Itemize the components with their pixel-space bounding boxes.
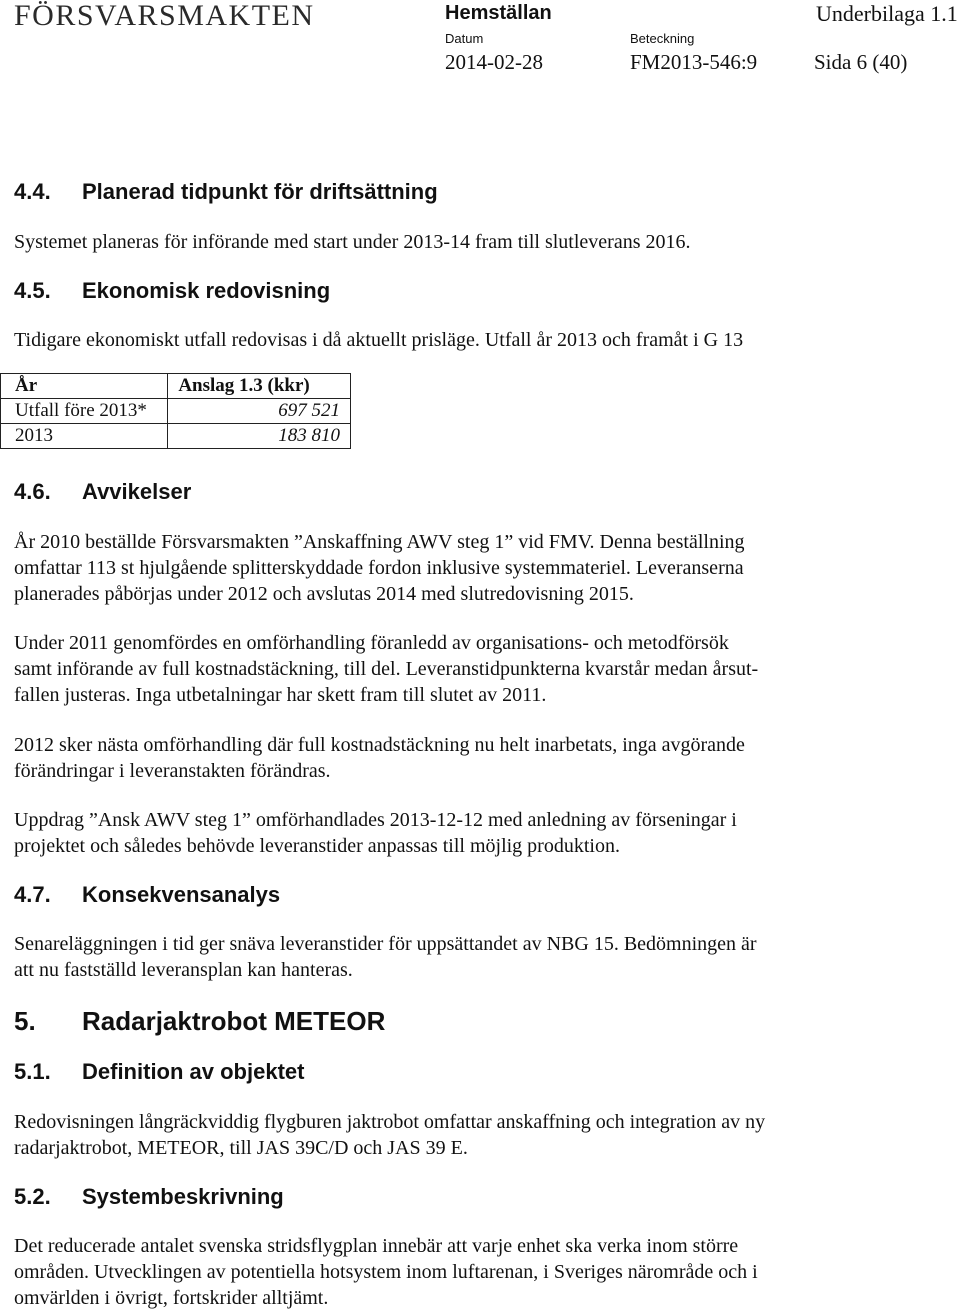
paragraph-line: fallen justeras. Inga utbetalningar har skett fram till slutet av 2011. [14, 684, 547, 706]
document-type: Hemställan [445, 2, 552, 24]
paragraph-line: Systemet planeras för införande med start under 2013-14 fram till slutleverans 2016. [14, 231, 691, 253]
paragraph-4-7 [14, 931, 934, 983]
heading-number: 4.7. [14, 882, 51, 907]
table-cell: 697 521 [168, 399, 351, 424]
heading-number: 4.6. [14, 479, 51, 504]
paragraph-line: Senareläggningen i tid ger snäva leveranstider för uppsättandet av NBG 15. Bedömningen är [14, 933, 757, 955]
heading-4-7 [14, 881, 280, 909]
paragraph-line: samt införande av full kostnadstäckning, till del. Leveranstidpunkterna kvarstår medan årsut- [14, 658, 759, 680]
heading-title: Radarjaktrobot METEOR [82, 1006, 386, 1036]
paragraph-4-6-4 [14, 807, 934, 859]
table-header-cell: År [1, 374, 168, 399]
annex-label: Underbilaga 1.1 [816, 1, 958, 26]
paragraph-line: 2012 sker nästa omförhandling där full kostnadstäckning nu helt inarbetats, inga avgörande [14, 734, 745, 756]
heading-number: 4.4. [14, 179, 51, 204]
document-reference: FM2013-546:9 [630, 50, 758, 74]
heading-number: 5.2. [14, 1184, 51, 1209]
heading-number: 5. [14, 1006, 36, 1036]
heading-4-6 [14, 478, 191, 506]
heading-title: Definition av objektet [82, 1059, 305, 1084]
paragraph-4-4 [14, 229, 934, 255]
paragraph-line: År 2010 beställde Försvarsmakten ”Anskaffning AWV steg 1” vid FMV. Denna beställning [14, 531, 745, 553]
table-header-cell: Anslag 1.3 (kkr) [168, 374, 351, 399]
paragraph-line: radarjaktrobot, METEOR, till JAS 39C/D och JAS 39 E. [14, 1137, 468, 1159]
date-label: Datum [445, 31, 484, 46]
reference-label: Beteckning [630, 31, 695, 46]
heading-number: 4.5. [14, 278, 51, 303]
heading-title: Planerad tidpunkt för driftsättning [82, 179, 438, 204]
heading-title: Systembeskrivning [82, 1184, 284, 1209]
forsvarsmakten-logo: FÖRSVARSMAKTEN [14, 0, 315, 32]
document-date: 2014-02-28 [445, 50, 543, 74]
table-cell: Utfall före 2013* [1, 399, 168, 424]
paragraph-line: planerades påbörjas under 2012 och avslutas 2014 med slutredovisning 2015. [14, 583, 634, 605]
table-cell: 183 810 [168, 424, 351, 449]
budget-table [0, 373, 351, 449]
paragraph-4-6-3 [14, 732, 934, 784]
heading-4-4 [14, 178, 438, 206]
table-row [1, 399, 351, 424]
paragraph-line: projektet och således behövde leveranstider anpassas till möjlig produktion. [14, 835, 620, 857]
heading-title: Avvikelser [82, 479, 192, 504]
paragraph-line: Det reducerade antalet svenska stridsflygplan innebär att varje enhet ska verka inom större [14, 1235, 739, 1257]
heading-title: Ekonomisk redovisning [82, 278, 331, 303]
paragraph-line: Redovisningen långräckviddig flygburen jaktrobot omfattar anskaffning och integration av ny [14, 1111, 766, 1133]
paragraph-4-5 [14, 327, 934, 353]
heading-5 [14, 1005, 385, 1037]
page-number: Sida 6 (40) [814, 50, 908, 74]
paragraph-5-2 [14, 1233, 934, 1311]
paragraph-line: områden. Utvecklingen av potentiella hotsystem inom luftarenan, i Sveriges närområde och i [14, 1261, 758, 1283]
paragraph-line: Tidigare ekonomiskt utfall redovisas i då aktuellt prisläge. Utfall år 2013 och framåt i G 13 [14, 329, 744, 351]
heading-5-1 [14, 1058, 304, 1086]
table-row [1, 424, 351, 449]
paragraph-line: Under 2011 genomfördes en omförhandling föranledd av organisations- och metodförsök [14, 632, 729, 654]
paragraph-line: omfattar 113 st hjulgående splitterskyddade fordon inklusive systemmateriel. Leveranserna [14, 557, 744, 579]
paragraph-5-1 [14, 1109, 934, 1161]
paragraph-line: omvärlden i övrigt, fortskrider alltjämt. [14, 1287, 329, 1309]
heading-number: 5.1. [14, 1059, 51, 1084]
heading-4-5 [14, 277, 330, 305]
paragraph-4-6-1 [14, 529, 934, 607]
paragraph-line: Uppdrag ”Ansk AWV steg 1” omförhandlades 2013-12-12 med anledning av förseningar i [14, 809, 737, 831]
table-header-row [1, 374, 351, 399]
table-cell: 2013 [1, 424, 168, 449]
heading-title: Konsekvensanalys [82, 882, 281, 907]
heading-5-2 [14, 1183, 284, 1211]
paragraph-line: att nu fastställd leveransplan kan hanteras. [14, 959, 353, 981]
paragraph-line: förändringar i leveranstakten förändras. [14, 760, 331, 782]
paragraph-4-6-2 [14, 630, 934, 708]
